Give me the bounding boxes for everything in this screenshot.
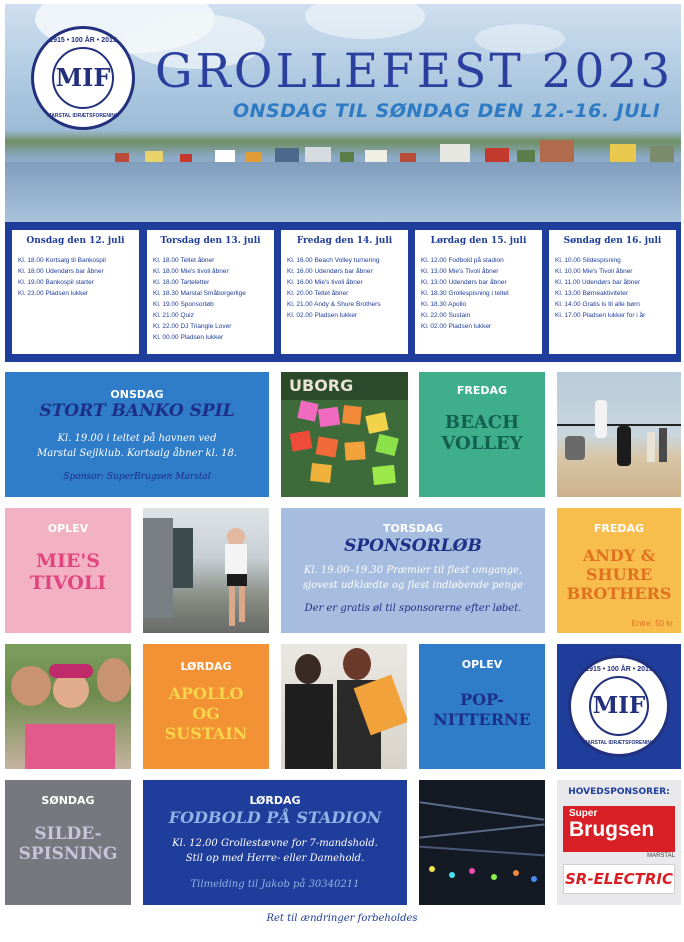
schedule-item: Kl. 19.00 Bankospil starter [18,279,94,286]
footer-note: Ret til ændringer forbeholdes [266,913,418,924]
tile-title: TIVOLI [29,572,107,594]
tile-beach-volley [419,372,545,497]
tile-body: Kl. 19.00–19.30 Præmier til flest omgange, [303,565,523,576]
schedule-item: Kl. 18.30 Apollo [421,301,467,308]
tile-banko [5,372,269,497]
schedule-item: Kl. 23.00 Pladsen lukker [18,290,89,297]
tile-popnitterne [419,644,545,769]
schedule-item: Kl. 00.00 Pladsen lukker [153,334,224,341]
tile-label: SØNDAG [41,794,95,807]
schedule-item: Kl. 10.00 Mie's Tivoli åbner [555,268,633,275]
logo-mark: MIF [592,692,646,719]
tile-andy-shure [557,508,681,633]
tile-title: SHURE [585,565,653,584]
schedule-item: Kl. 22.00 DJ Triangle Lover [153,323,232,330]
photo-tent-lights [419,780,545,905]
schedule-day [415,230,542,354]
tile-title: FODBOLD PÅ STADION [168,808,382,827]
tile-label: FREDAG [456,384,508,397]
logo-inner-circle [52,47,114,109]
photo-beach-volley [557,372,681,497]
page-subtitle: ONSDAG TIL SØNDAG DEN 12.-16. JULI [233,100,661,122]
schedule-item: Kl. 13.00 Mie's Tivoli åbner [421,268,499,275]
logo-bottom-text: MARSTAL IDRÆTSFORENING [47,113,119,119]
tile-title: SPISNING [18,844,118,864]
schedule-item: Kl. 02.00 Pladsen lukker [287,312,358,319]
schedule-item: Kl. 16.00 Mie's tivoli åbner [287,279,363,286]
logo-text-marstal: MARSTAL [647,853,675,859]
beach-houses [5,132,681,162]
tile-apollo-sustain [143,644,269,769]
tile-title: SUSTAIN [164,724,248,743]
tile-sponsor: Sponsor: SuperBrugsen Marstal [63,472,211,482]
schedule-item: Kl. 20.00 Teltet åbner [287,290,349,297]
tile-body: Der er gratis øl til sponsorerne efter løbet. [304,603,522,614]
schedule-day [12,230,139,354]
tile-label: LØRDAG [180,660,232,673]
tile-title: SILDE- [34,824,102,844]
tile-title: APOLLO [168,684,244,703]
schedule-item: Kl. 18.00 Tarteletter [153,279,210,286]
logo-mark: MIF [55,63,111,92]
schedule-item: Kl. 13.00 Udendørs bar åbner [421,279,507,286]
schedule-day-title: Fredag den 14. juli [296,236,393,246]
tile-club-logo [557,644,681,769]
cloud [305,4,425,39]
tile-body: Stil op med Herre- eller Damehold. [185,853,365,864]
tile-body: sjovest udklædte og flest indløbende penge [302,580,524,591]
tile-body: Tilmelding til Jakob på 30340211 [190,879,360,890]
logo-top-text: 1915 • 100 ÅR • 2015 [49,37,117,44]
schedule-day-title: Lørdag den 15. juli [430,236,527,246]
tile-label: OPLEV [47,522,89,535]
tile-main-sponsors [557,780,681,905]
schedule-item: Kl. 18.30 Marstal Småborgerlige [153,290,246,297]
schedule-day [147,230,274,354]
photo-banko-cards [281,372,408,497]
tile-title: VOLLEY [441,433,523,454]
tile-title: SPONSORLØB [344,536,482,556]
schedule-day [281,230,408,354]
schedule-day-title: Torsdag den 13. juli [160,236,261,246]
tile-title: BEACH [444,412,520,433]
schedule-item: Kl. 21.00 Quiz [153,312,194,319]
photo-party-guests [5,644,131,769]
schedule-item: Kl. 18.00 Udendørs bar åbner [18,268,104,275]
tile-sildespisning [5,780,131,905]
logo-text-brugsen: Brugsen [569,818,655,841]
logo-text-sr: SR-ELECTRIC [564,870,673,888]
logo-text-super: Super [569,808,598,819]
tile-label: OPLEV [461,658,503,671]
photo-speakers [281,644,407,769]
schedule-item: Kl. 16.00 Beach Volley turnering [287,257,380,264]
photo-runner [143,508,269,633]
schedule-item: Kl. 18.00 Kortsalg til Bankospil [18,257,106,264]
tile-title: NITTERNE [433,710,531,729]
entry-price: Entre. 50 kr [631,619,673,628]
tile-title: POP- [460,690,504,709]
tile-label: TORSDAG [383,522,443,535]
club-logo [31,26,135,130]
tile-sponsorloeb [281,508,545,633]
schedule-day-title: Onsdag den 12. juli [26,236,125,246]
schedule-day [549,230,676,354]
tile-tivoli [5,508,131,633]
schedule-item: Kl. 11.00 Udendørs bar åbner [555,279,641,286]
tile-label: ONSDAG [110,388,164,401]
superbrugsen-logo [563,806,675,852]
schedule-item: Kl. 18.00 Mie's tivoli åbner [153,268,229,275]
tile-body: Kl. 19.00 i teltet på havnen ved [57,433,217,444]
schedule-item: Kl. 18.30 Grollespisning i teltet [421,290,509,297]
club-logo [568,655,670,757]
schedule-item: Kl. 21.00 Andy & Shure Brothers [287,301,381,308]
tile-label: FREDAG [593,522,645,535]
tile-body: Marstal Sejlklub. Kortsalg åbner kl. 18. [36,448,238,459]
schedule-item: Kl. 19.00 Sponsorløb [153,301,214,308]
schedule-item: Kl. 18.00 Teltet åbner [153,257,215,264]
logo-inner-circle [589,676,649,736]
tile-title: STORT BANKO SPIL [39,401,235,421]
page-title: GROLLEFEST 2023 [155,44,674,99]
tile-fodbold [143,780,407,905]
sponsors-heading: HOVEDSPONSORER: [568,787,670,797]
tile-label: LØRDAG [249,794,301,807]
schedule-day-title: Søndag den 16. juli [563,236,662,246]
logo-bottom-text: MARSTAL IDRÆTSFORENING [583,740,655,746]
schedule-item: Kl. 13.00 Børneaktiviteter [555,290,628,297]
schedule-item: Kl. 17.00 Pladsen lukker for i år [555,312,646,319]
schedule-item: Kl. 22.00 Sustain [421,312,471,319]
tile-body: Kl. 12.00 Grollestævne for 7-mandshold. [172,838,378,849]
logo-top-text: 1915 • 100 ÅR • 2015 [585,666,653,673]
schedule-item: Kl. 02.00 Pladsen lukker [421,323,492,330]
tile-title: MIE'S [36,550,100,572]
schedule-section [5,222,681,362]
tile-title: BROTHERS [566,584,672,603]
schedule-item: Kl. 16.00 Udendørs bar åbner [287,268,373,275]
schedule-item: Kl. 10.00 Sildespisning [555,257,621,264]
tuborg-sign: UBORG [289,376,354,395]
water [5,162,681,222]
hero-banner [5,4,681,222]
tile-title: OG [192,704,220,723]
tile-title: ANDY & [582,546,656,565]
schedule-item: Kl. 14.00 Gratis is til alle børn [555,301,640,308]
schedule-item: Kl. 12.00 Fodbold på stadion [421,257,504,264]
sr-electric-logo [563,864,675,894]
